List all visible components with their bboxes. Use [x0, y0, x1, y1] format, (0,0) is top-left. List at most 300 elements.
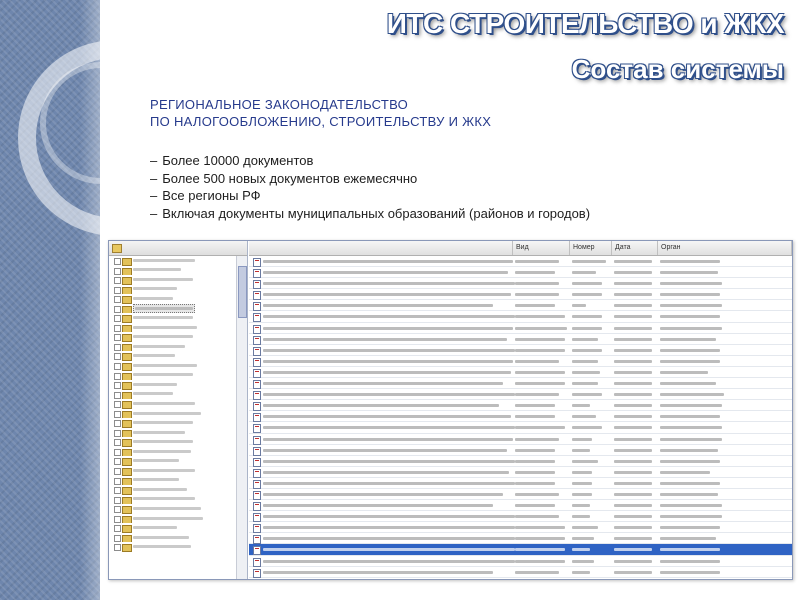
- table-row[interactable]: [249, 533, 792, 544]
- tree-scrollbar-thumb[interactable]: [238, 266, 247, 318]
- expand-icon[interactable]: [114, 449, 121, 456]
- tree-item[interactable]: [109, 371, 236, 381]
- tree-item[interactable]: [109, 361, 236, 371]
- expand-icon[interactable]: [114, 382, 121, 389]
- illegible-cell-text: [263, 382, 503, 385]
- illegible-cell-text: [515, 504, 555, 507]
- table-row[interactable]: [249, 300, 792, 311]
- bullet-dash: –: [150, 205, 158, 221]
- table-row[interactable]: [249, 544, 792, 555]
- illegible-cell-text: [660, 304, 722, 307]
- illegible-cell-text: [263, 449, 507, 452]
- folder-icon: [122, 296, 132, 304]
- tree-item-label: [133, 515, 203, 522]
- expand-icon[interactable]: [114, 344, 121, 351]
- folder-icon: [122, 535, 132, 543]
- illegible-text: [133, 373, 193, 376]
- illegible-cell-text: [515, 449, 555, 452]
- tree-item[interactable]: [109, 390, 236, 400]
- expand-icon[interactable]: [114, 430, 121, 437]
- column-header-title[interactable]: [249, 241, 513, 255]
- expand-icon[interactable]: [114, 268, 121, 275]
- expand-icon[interactable]: [114, 287, 121, 294]
- illegible-cell-text: [660, 393, 724, 396]
- illegible-cell-text: [614, 415, 652, 418]
- expand-icon[interactable]: [114, 544, 121, 551]
- document-icon: [253, 491, 261, 500]
- folder-icon: [122, 420, 132, 428]
- expand-icon[interactable]: [114, 420, 121, 427]
- folder-icon: [122, 325, 132, 333]
- document-icon: [253, 347, 261, 356]
- expand-icon[interactable]: [114, 353, 121, 360]
- tree-item[interactable]: [109, 313, 236, 323]
- folder-icon: [122, 468, 132, 476]
- expand-icon[interactable]: [114, 296, 121, 303]
- document-icon: [253, 269, 261, 278]
- illegible-cell-text: [515, 338, 565, 341]
- illegible-cell-text: [660, 482, 720, 485]
- tree-item[interactable]: [109, 428, 236, 438]
- tree-item[interactable]: [109, 380, 236, 390]
- tree-item[interactable]: [109, 418, 236, 428]
- document-icon: [253, 447, 261, 456]
- expand-icon[interactable]: [114, 535, 121, 542]
- expand-icon[interactable]: [114, 392, 121, 399]
- illegible-text: [133, 450, 191, 453]
- illegible-text: [133, 469, 195, 472]
- illegible-cell-text: [572, 460, 598, 463]
- illegible-cell-text: [515, 315, 565, 318]
- illegible-cell-text: [660, 471, 710, 474]
- table-row[interactable]: [249, 522, 792, 533]
- illegible-text: [133, 488, 187, 491]
- feature-text: Более 500 новых документов ежемесячно: [162, 170, 418, 186]
- illegible-cell-text: [515, 260, 559, 263]
- expand-icon[interactable]: [114, 306, 121, 313]
- illegible-cell-text: [515, 460, 555, 463]
- folder-icon: [122, 277, 132, 285]
- table-row[interactable]: [249, 389, 792, 400]
- region-tree: [109, 256, 236, 579]
- tree-item-label: [133, 343, 185, 350]
- heading-line-2: ПО НАЛОГООБЛОЖЕНИЮ, СТРОИТЕЛЬСТВУ И ЖКХ: [150, 114, 492, 129]
- tree-item-label: [133, 524, 177, 531]
- illegible-cell-text: [614, 471, 652, 474]
- illegible-cell-text: [572, 515, 590, 518]
- expand-icon[interactable]: [114, 439, 121, 446]
- illegible-cell-text: [515, 526, 565, 529]
- tree-item-label: [133, 457, 179, 464]
- illegible-text: [133, 421, 193, 424]
- expand-icon[interactable]: [114, 277, 121, 284]
- table-row[interactable]: [249, 278, 792, 289]
- table-row[interactable]: [249, 345, 792, 356]
- folder-icon: [122, 306, 132, 314]
- illegible-cell-text: [263, 471, 509, 474]
- document-icon: [253, 313, 261, 322]
- illegible-cell-text: [660, 404, 722, 407]
- illegible-cell-text: [614, 327, 652, 330]
- illegible-cell-text: [660, 537, 716, 540]
- illegible-cell-text: [572, 493, 592, 496]
- illegible-cell-text: [660, 526, 720, 529]
- illegible-cell-text: [660, 282, 722, 285]
- illegible-cell-text: [572, 271, 596, 274]
- illegible-cell-text: [263, 560, 515, 563]
- folder-icon: [122, 544, 132, 552]
- table-row[interactable]: [249, 500, 792, 511]
- illegible-cell-text: [263, 293, 511, 296]
- illegible-cell-text: [660, 315, 720, 318]
- table-row[interactable]: [249, 256, 792, 267]
- illegible-cell-text: [263, 315, 515, 318]
- tree-item[interactable]: [109, 332, 236, 342]
- table-row[interactable]: [249, 323, 792, 334]
- illegible-text: [133, 297, 173, 300]
- illegible-cell-text: [660, 460, 720, 463]
- illegible-cell-text: [614, 404, 652, 407]
- illegible-cell-text: [572, 537, 594, 540]
- expand-icon[interactable]: [114, 487, 121, 494]
- illegible-cell-text: [614, 360, 652, 363]
- table-row[interactable]: [249, 289, 792, 300]
- tree-item[interactable]: [109, 323, 236, 333]
- illegible-cell-text: [660, 449, 718, 452]
- table-row[interactable]: [249, 478, 792, 489]
- tree-item-label: [133, 304, 195, 313]
- tree-item[interactable]: [109, 456, 236, 466]
- folder-icon: [122, 411, 132, 419]
- illegible-text: [133, 412, 201, 415]
- illegible-cell-text: [515, 415, 555, 418]
- illegible-cell-text: [263, 393, 515, 396]
- table-row[interactable]: [249, 489, 792, 500]
- illegible-cell-text: [614, 493, 652, 496]
- illegible-cell-text: [263, 460, 515, 463]
- tree-item-label: [133, 400, 195, 407]
- table-row[interactable]: [249, 567, 792, 578]
- folder-icon: [122, 353, 132, 361]
- illegible-text: [133, 545, 191, 548]
- column-header-number[interactable]: Номер: [570, 241, 612, 255]
- illegible-cell-text: [614, 482, 652, 485]
- tree-item[interactable]: [109, 514, 236, 524]
- illegible-cell-text: [263, 349, 515, 352]
- tree-item[interactable]: [109, 542, 236, 552]
- table-row[interactable]: [249, 511, 792, 522]
- expand-icon[interactable]: [114, 497, 121, 504]
- feature-list: [150, 152, 770, 222]
- illegible-cell-text: [263, 438, 513, 441]
- illegible-cell-text: [515, 537, 565, 540]
- illegible-cell-text: [572, 504, 590, 507]
- illegible-cell-text: [660, 260, 720, 263]
- expand-icon[interactable]: [114, 516, 121, 523]
- illegible-cell-text: [515, 393, 559, 396]
- document-icon: [253, 302, 261, 311]
- illegible-cell-text: [515, 327, 567, 330]
- illegible-text: [133, 497, 195, 500]
- tree-item[interactable]: [109, 466, 236, 476]
- illegible-cell-text: [263, 282, 515, 285]
- table-row[interactable]: [249, 367, 792, 378]
- tree-item[interactable]: [109, 495, 236, 505]
- tree-item-label: [133, 505, 201, 512]
- document-icon: [253, 535, 261, 544]
- tree-item-label: [133, 314, 193, 321]
- illegible-cell-text: [660, 438, 722, 441]
- table-row[interactable]: [249, 378, 792, 389]
- illegible-cell-text: [263, 304, 493, 307]
- folder-icon: [122, 525, 132, 533]
- illegible-cell-text: [572, 471, 592, 474]
- tree-item-label: [133, 448, 191, 455]
- tree-item[interactable]: [109, 256, 236, 266]
- documents-table: [249, 241, 792, 579]
- table-row[interactable]: [249, 445, 792, 456]
- folder-icon: [122, 401, 132, 409]
- tree-item-label: [133, 372, 193, 379]
- folder-icon: [122, 478, 132, 486]
- illegible-cell-text: [572, 560, 594, 563]
- illegible-cell-text: [263, 548, 515, 551]
- folder-icon: [122, 392, 132, 400]
- slide-title: ИТС СТРОИТЕЛЬСТВО и ЖКХ: [386, 8, 784, 39]
- expand-icon[interactable]: [114, 315, 121, 322]
- illegible-cell-text: [263, 515, 515, 518]
- tree-item[interactable]: [109, 437, 236, 447]
- illegible-cell-text: [572, 338, 598, 341]
- column-header-type[interactable]: Вид: [513, 241, 570, 255]
- illegible-cell-text: [614, 304, 652, 307]
- table-row[interactable]: [249, 411, 792, 422]
- tree-item-label: [133, 286, 177, 293]
- tree-item-label: [133, 391, 173, 398]
- folder-icon: [122, 458, 132, 466]
- table-row[interactable]: [249, 400, 792, 411]
- illegible-cell-text: [263, 493, 503, 496]
- illegible-cell-text: [572, 438, 592, 441]
- illegible-text: [133, 335, 193, 338]
- folder-icon: [122, 268, 132, 276]
- tree-item[interactable]: [109, 342, 236, 352]
- document-icon: [253, 391, 261, 400]
- illegible-text: [133, 287, 177, 290]
- document-icon: [253, 325, 261, 334]
- slide-subtitle: Состав системы: [571, 54, 784, 84]
- tree-item-label: [133, 257, 195, 264]
- tree-item[interactable]: [109, 266, 236, 276]
- illegible-cell-text: [660, 426, 722, 429]
- tree-scrollbar[interactable]: [236, 256, 247, 579]
- heading-line-1: РЕГИОНАЛЬНОЕ ЗАКОНОДАТЕЛЬСТВО: [150, 97, 409, 112]
- tree-item[interactable]: [109, 304, 236, 314]
- illegible-text: [133, 526, 177, 529]
- tree-item[interactable]: [109, 399, 236, 409]
- tree-item-label: [133, 534, 189, 541]
- table-row[interactable]: [249, 467, 792, 478]
- expand-icon[interactable]: [114, 478, 121, 485]
- illegible-text: [133, 392, 173, 395]
- illegible-cell-text: [660, 415, 720, 418]
- tree-item[interactable]: [109, 504, 236, 514]
- illegible-cell-text: [614, 271, 652, 274]
- expand-icon[interactable]: [114, 458, 121, 465]
- folder-icon: [122, 315, 132, 323]
- illegible-cell-text: [515, 293, 559, 296]
- illegible-cell-text: [614, 293, 652, 296]
- tree-item-label: [133, 410, 201, 417]
- folder-icon: [122, 287, 132, 295]
- table-header: [249, 241, 792, 256]
- column-header-authority[interactable]: Орган: [658, 241, 792, 255]
- column-header-date[interactable]: Дата: [612, 241, 658, 255]
- document-icon: [253, 469, 261, 478]
- illegible-text: [133, 259, 195, 262]
- tree-item[interactable]: [109, 476, 236, 486]
- illegible-text: [135, 307, 193, 310]
- illegible-cell-text: [572, 327, 602, 330]
- table-row[interactable]: [249, 356, 792, 367]
- tree-item[interactable]: [109, 285, 236, 295]
- illegible-cell-text: [515, 426, 565, 429]
- illegible-cell-text: [572, 526, 598, 529]
- illegible-cell-text: [614, 460, 652, 463]
- illegible-text: [133, 354, 175, 357]
- tree-item-label: [133, 324, 197, 331]
- tree-item-label: [133, 352, 175, 359]
- illegible-text: [133, 517, 203, 520]
- expand-icon[interactable]: [114, 468, 121, 475]
- tree-item[interactable]: [109, 351, 236, 361]
- tree-item-label: [133, 467, 195, 474]
- expand-icon[interactable]: [114, 325, 121, 332]
- illegible-text: [133, 478, 179, 481]
- illegible-cell-text: [263, 526, 515, 529]
- tree-item-label: [133, 438, 193, 445]
- tree-item-label: [133, 295, 173, 302]
- tree-item[interactable]: [109, 533, 236, 543]
- tree-item-label: [133, 419, 193, 426]
- illegible-cell-text: [515, 482, 555, 485]
- table-row[interactable]: [249, 422, 792, 433]
- feature-item: [150, 205, 770, 223]
- tree-item-label: [133, 276, 193, 283]
- tree-item[interactable]: [109, 409, 236, 419]
- illegible-text: [133, 440, 193, 443]
- illegible-text: [133, 326, 197, 329]
- tree-item-label: [133, 543, 191, 550]
- illegible-cell-text: [572, 371, 600, 374]
- illegible-text: [133, 431, 185, 434]
- document-icon: [253, 258, 261, 267]
- app-screenshot-window: [108, 240, 793, 580]
- illegible-cell-text: [263, 504, 493, 507]
- illegible-cell-text: [572, 293, 602, 296]
- illegible-cell-text: [515, 548, 565, 551]
- table-row[interactable]: [249, 556, 792, 567]
- expand-icon[interactable]: [114, 334, 121, 341]
- tree-item-label: [133, 362, 197, 369]
- illegible-cell-text: [660, 371, 708, 374]
- document-icon: [253, 436, 261, 445]
- table-row[interactable]: [249, 456, 792, 467]
- folder-icon: [122, 363, 132, 371]
- expand-icon[interactable]: [114, 401, 121, 408]
- illegible-cell-text: [614, 426, 652, 429]
- expand-icon[interactable]: [114, 363, 121, 370]
- illegible-cell-text: [572, 548, 590, 551]
- document-icon: [253, 369, 261, 378]
- illegible-cell-text: [515, 471, 555, 474]
- illegible-cell-text: [660, 493, 718, 496]
- folder-icon: [112, 244, 122, 253]
- illegible-cell-text: [572, 360, 598, 363]
- tree-item[interactable]: [109, 523, 236, 533]
- folder-icon: [122, 334, 132, 342]
- illegible-cell-text: [614, 315, 652, 318]
- illegible-cell-text: [515, 404, 555, 407]
- tree-item[interactable]: [109, 294, 236, 304]
- bullet-dash: –: [150, 153, 158, 168]
- expand-icon[interactable]: [114, 506, 121, 513]
- folder-icon: [122, 516, 132, 524]
- illegible-cell-text: [572, 260, 606, 263]
- expand-icon[interactable]: [114, 258, 121, 265]
- illegible-text: [133, 536, 189, 539]
- expand-icon[interactable]: [114, 411, 121, 418]
- tree-item[interactable]: [109, 485, 236, 495]
- illegible-cell-text: [263, 482, 515, 485]
- expand-icon[interactable]: [114, 525, 121, 532]
- tree-item-label: [133, 381, 177, 388]
- table-row[interactable]: [249, 434, 792, 445]
- tree-item-label: [133, 486, 187, 493]
- table-row[interactable]: [249, 311, 792, 322]
- illegible-cell-text: [515, 438, 559, 441]
- tree-item[interactable]: [109, 447, 236, 457]
- illegible-cell-text: [515, 493, 559, 496]
- illegible-cell-text: [515, 282, 559, 285]
- illegible-cell-text: [660, 271, 718, 274]
- illegible-cell-text: [614, 449, 652, 452]
- illegible-cell-text: [263, 338, 507, 341]
- folder-icon: [122, 344, 132, 352]
- illegible-cell-text: [515, 271, 555, 274]
- folder-icon: [122, 430, 132, 438]
- illegible-cell-text: [263, 537, 515, 540]
- illegible-cell-text: [660, 293, 720, 296]
- document-icon: [253, 380, 261, 389]
- illegible-cell-text: [572, 404, 590, 407]
- folder-icon: [122, 439, 132, 447]
- illegible-text: [133, 278, 193, 281]
- feature-item: [150, 152, 770, 170]
- illegible-cell-text: [660, 515, 722, 518]
- table-row[interactable]: [249, 267, 792, 278]
- table-row[interactable]: [249, 334, 792, 345]
- illegible-cell-text: [515, 571, 559, 574]
- illegible-cell-text: [263, 271, 508, 274]
- illegible-text: [133, 316, 193, 319]
- illegible-cell-text: [572, 415, 596, 418]
- illegible-text: [133, 507, 201, 510]
- expand-icon[interactable]: [114, 373, 121, 380]
- feature-item: [150, 187, 770, 205]
- tree-item[interactable]: [109, 275, 236, 285]
- illegible-cell-text: [263, 360, 513, 363]
